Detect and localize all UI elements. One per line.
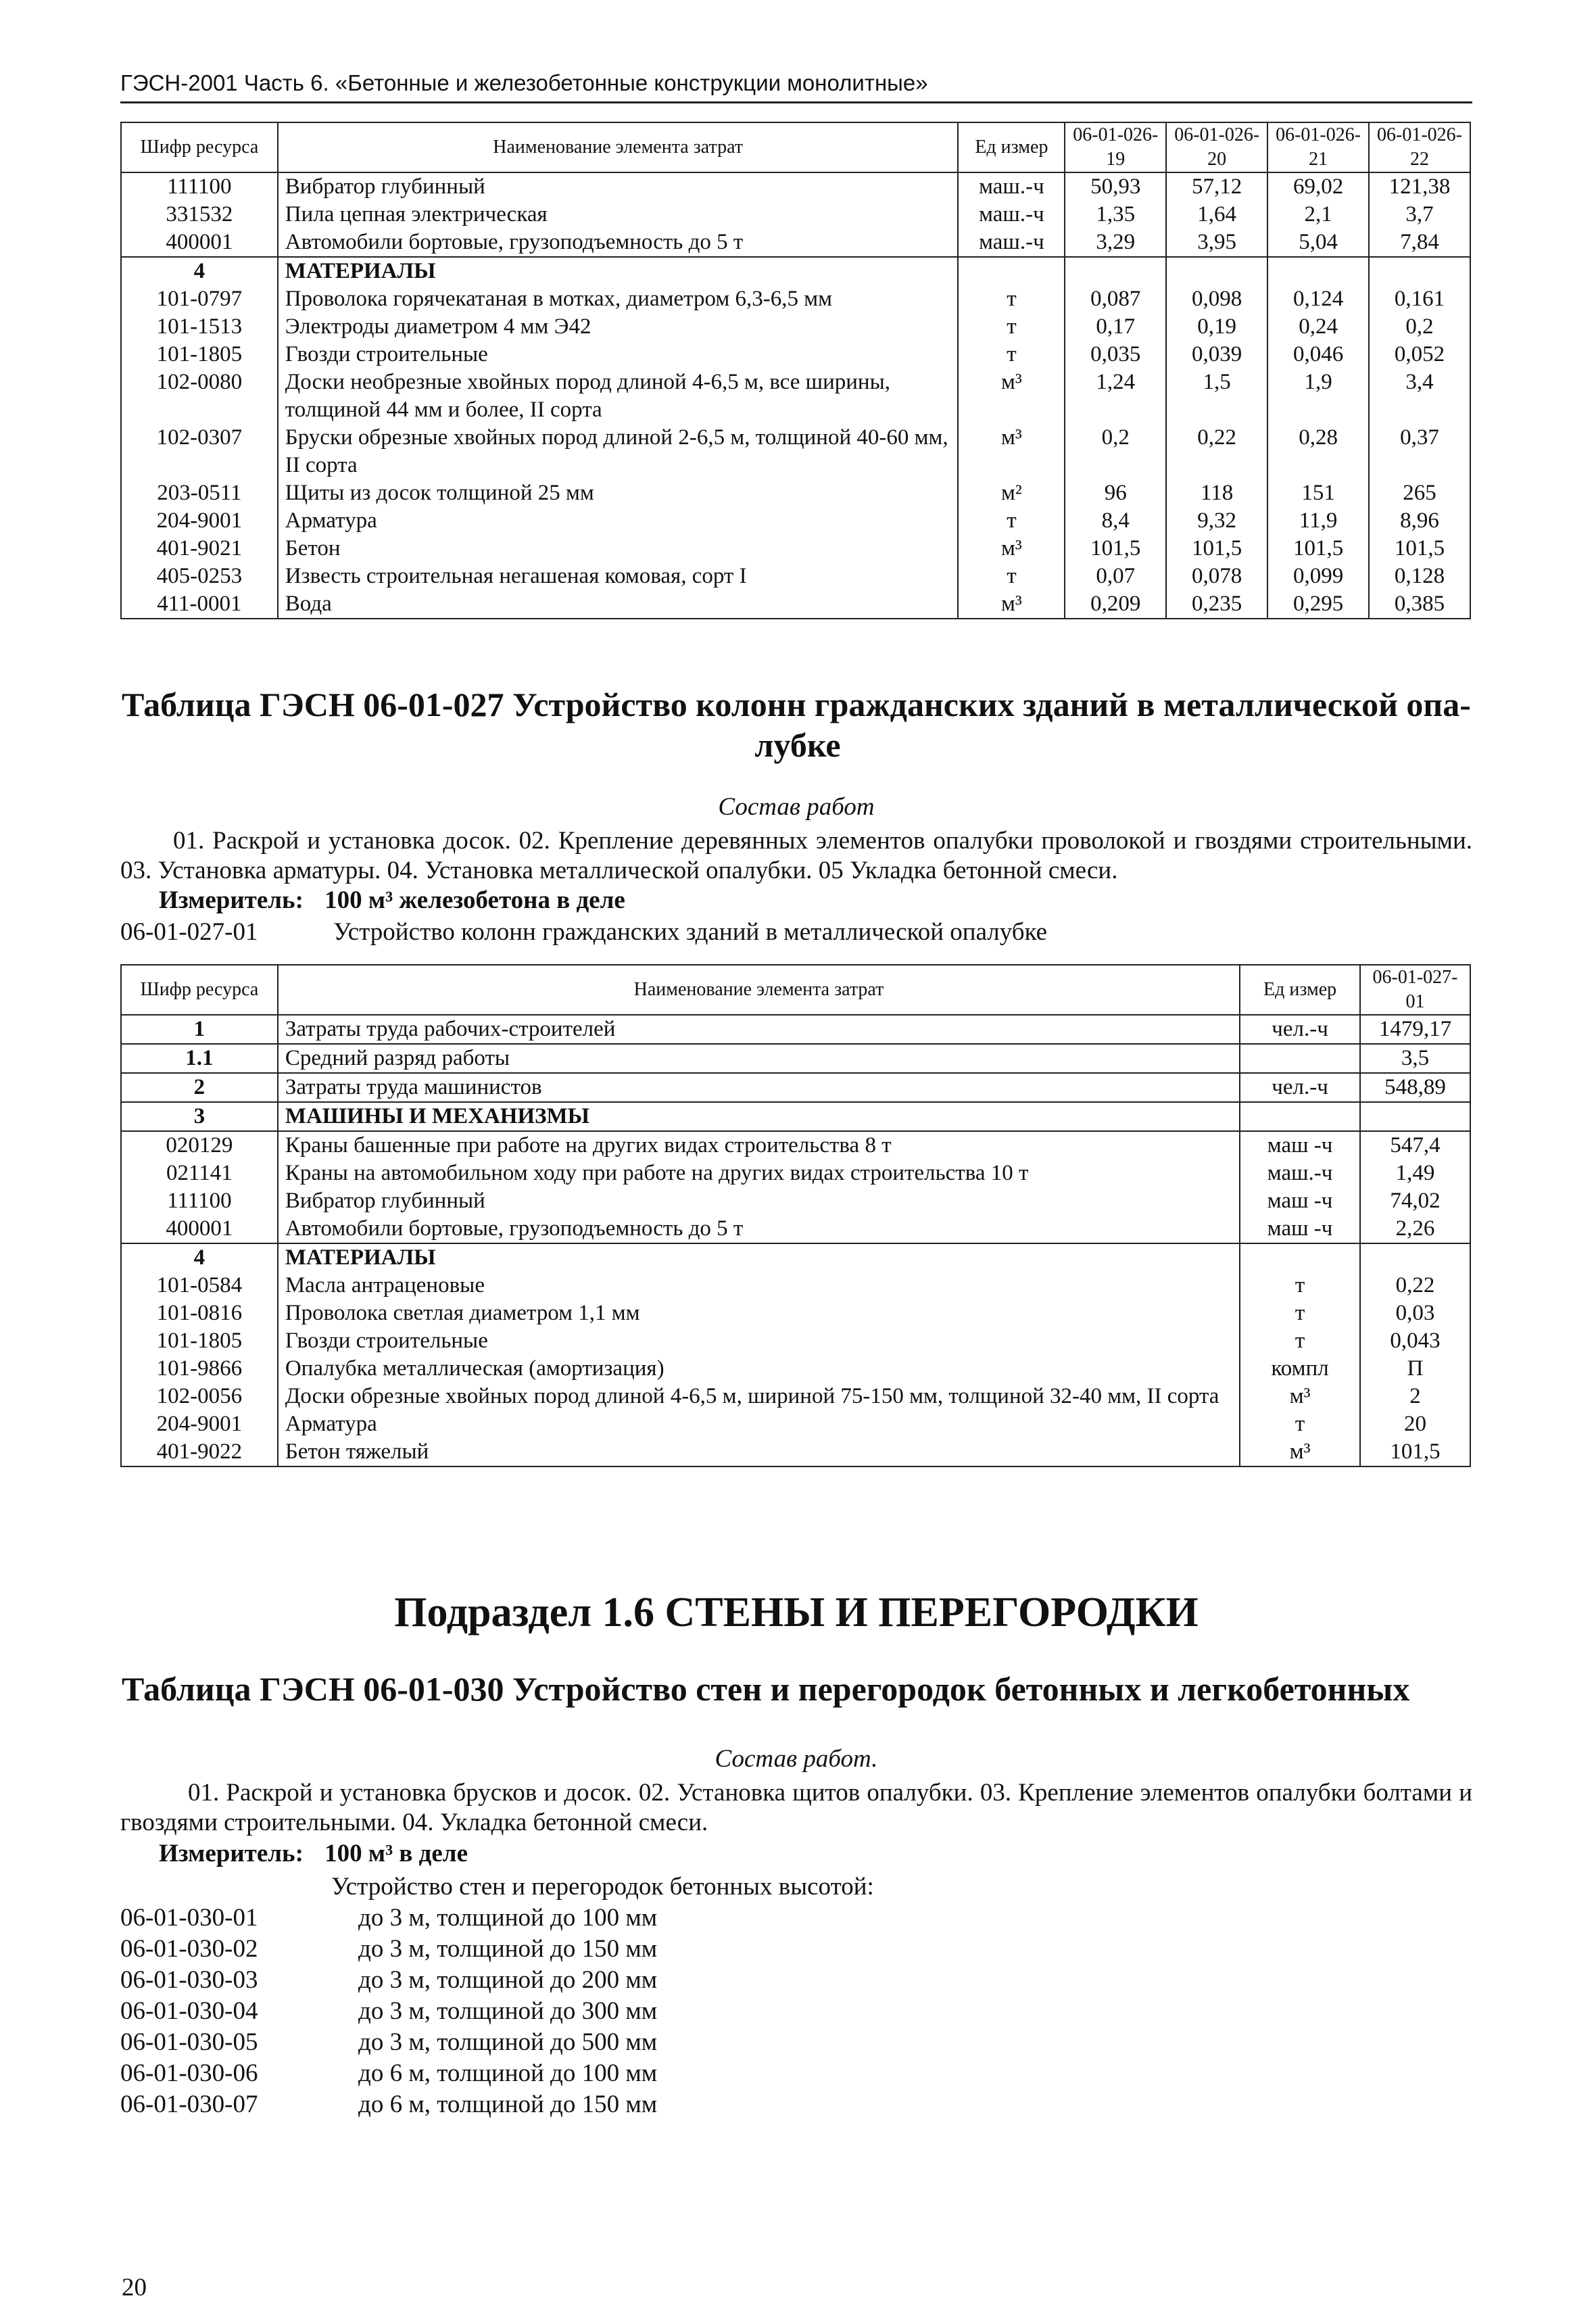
norm-value: 0,22 xyxy=(1360,1272,1470,1299)
item-code-list xyxy=(120,1903,657,2120)
resource-name: Гвозди строительные xyxy=(278,1327,1240,1355)
unit-cell: т xyxy=(958,285,1065,313)
meter-line xyxy=(159,886,625,915)
norm-value: 0,37 xyxy=(1369,424,1470,479)
unit-cell: маш.-ч xyxy=(1240,1160,1360,1187)
norm-value: 0,052 xyxy=(1369,341,1470,368)
list-item xyxy=(120,2089,657,2120)
norm-value: 0,24 xyxy=(1267,313,1369,341)
norm-value: 0,128 xyxy=(1369,563,1470,590)
col-header-code: Шифр ресурса xyxy=(121,122,278,172)
norm-value: 0,235 xyxy=(1166,590,1267,619)
resource-code: 3 xyxy=(121,1102,278,1131)
col-header-unit: Ед измер xyxy=(958,122,1065,172)
works-text: 01. Раскрой и установка брусков и досок. 02. Установка щитов опалубки. 03. Крепление элементов опалубки болтами и гвоздями строительными. 04. Укладка бетонной смеси. xyxy=(120,1779,1472,1836)
norm-value: 0,046 xyxy=(1267,341,1369,368)
resource-code: 204-9001 xyxy=(121,1410,278,1438)
table-row xyxy=(121,1355,1470,1383)
unit-cell: м³ xyxy=(958,368,1065,424)
works-heading: Состав работ xyxy=(718,793,875,821)
norm-value xyxy=(1369,257,1470,285)
norm-value: 0,2 xyxy=(1065,424,1166,479)
unit-cell: маш -ч xyxy=(1240,1187,1360,1215)
item-text: до 6 м, толщиной до 150 мм xyxy=(358,2091,658,2118)
col-header-norm: 06-01-026-22 xyxy=(1369,122,1470,172)
resource-code: 400001 xyxy=(121,229,278,257)
table-row xyxy=(121,1044,1470,1073)
resource-code: 4 xyxy=(121,1243,278,1272)
norm-value: 1,9 xyxy=(1267,368,1369,424)
resource-name: Щиты из досок толщиной 25 мм xyxy=(278,479,959,507)
table-row xyxy=(121,590,1470,619)
table-row xyxy=(121,1327,1470,1355)
col-header-norm: 06-01-026-21 xyxy=(1267,122,1369,172)
resource-code: 331532 xyxy=(121,201,278,229)
resource-code: 101-0584 xyxy=(121,1272,278,1299)
norm-value: 57,12 xyxy=(1166,172,1267,201)
resource-name: Вибратор глубинный xyxy=(278,172,959,201)
resource-code: 101-0816 xyxy=(121,1299,278,1327)
list-item xyxy=(120,1965,657,1996)
resource-name: Арматура xyxy=(278,1410,1240,1438)
resource-name: Вибратор глубинный xyxy=(278,1187,1240,1215)
norm-value: 0,03 xyxy=(1360,1299,1470,1327)
resource-name: Бетон xyxy=(278,535,959,563)
resource-code: 101-1805 xyxy=(121,341,278,368)
col-header-norm: 06-01-026-19 xyxy=(1065,122,1166,172)
item-code: 06-01-030-01 xyxy=(120,1904,258,1932)
table-row xyxy=(121,201,1470,229)
resource-name: Затраты труда рабочих-строителей xyxy=(278,1015,1240,1044)
table-row xyxy=(121,285,1470,313)
col-header-norm: 06-01-027-01 xyxy=(1360,965,1470,1015)
resource-name: Краны на автомобильном ходу при работе на других видах строительства 10 т xyxy=(278,1160,1240,1187)
item-name: Устройство колонн гражданских зданий в металлической опалубке xyxy=(333,918,1048,946)
norm-value xyxy=(1360,1243,1470,1272)
norm-value: 0,098 xyxy=(1166,285,1267,313)
norm-value: 121,38 xyxy=(1369,172,1470,201)
unit-cell: м³ xyxy=(958,590,1065,619)
item-code: 06-01-027-01 xyxy=(120,918,258,946)
norm-value: 0,124 xyxy=(1267,285,1369,313)
norm-value: 548,89 xyxy=(1360,1073,1470,1102)
meter-line xyxy=(159,1839,468,1868)
table-row xyxy=(121,1187,1470,1215)
table-row xyxy=(121,535,1470,563)
norm-value: 3,4 xyxy=(1369,368,1470,424)
resource-code: 411-0001 xyxy=(121,590,278,619)
norm-value: 2,1 xyxy=(1267,201,1369,229)
table-header-row xyxy=(121,965,1470,1015)
unit-cell: чел.-ч xyxy=(1240,1015,1360,1044)
resource-name: МАШИНЫ И МЕХАНИЗМЫ xyxy=(278,1102,1240,1131)
norm-value: 3,29 xyxy=(1065,229,1166,257)
resource-code: 101-0797 xyxy=(121,285,278,313)
unit-cell xyxy=(1240,1102,1360,1131)
table-row xyxy=(121,1383,1470,1410)
norm-value: 1,64 xyxy=(1166,201,1267,229)
table-row xyxy=(121,1243,1470,1272)
works-text: 01. Раскрой и установка досок. 02. Крепление деревянных элементов опалубки проволокой и гвоздями строительными. 03. Установка арматуры. 04. Установка металлической опалубки. 05 Укладка бетонной смеси. xyxy=(120,827,1472,884)
norm-value: 547,4 xyxy=(1360,1131,1470,1160)
table-row xyxy=(121,1215,1470,1243)
page-number: 20 xyxy=(122,2274,147,2301)
norm-value: 1,24 xyxy=(1065,368,1166,424)
table-title-027 xyxy=(122,684,1474,765)
col-header-unit: Ед измер xyxy=(1240,965,1360,1015)
item-code: 06-01-030-07 xyxy=(120,2091,258,2118)
unit-cell: т xyxy=(1240,1299,1360,1327)
norm-value: 8,96 xyxy=(1369,507,1470,535)
resource-code: 203-0511 xyxy=(121,479,278,507)
table-row xyxy=(121,368,1470,424)
resource-name: МАТЕРИАЛЫ xyxy=(278,257,959,285)
resource-code: 021141 xyxy=(121,1160,278,1187)
table-row xyxy=(121,1272,1470,1299)
norm-value: 1479,17 xyxy=(1360,1015,1470,1044)
norm-value: 101,5 xyxy=(1065,535,1166,563)
norm-value: 0,385 xyxy=(1369,590,1470,619)
norm-value xyxy=(1267,257,1369,285)
resource-code: 101-1513 xyxy=(121,313,278,341)
table-title-030: Таблица ГЭСН 06-01-030 Устройство стен и перегородок бетонных и легкобетонных xyxy=(122,1670,1410,1708)
resource-name: Известь строительная негашеная комовая, сорт I xyxy=(278,563,959,590)
col-header-name: Наименование элемента затрат xyxy=(278,965,1240,1015)
resource-code: 102-0080 xyxy=(121,368,278,424)
list-item xyxy=(120,2058,657,2089)
norm-value: 2,26 xyxy=(1360,1215,1470,1243)
unit-cell: м² xyxy=(958,479,1065,507)
works-heading: Состав работ. xyxy=(715,1745,878,1773)
table-row xyxy=(121,1073,1470,1102)
resource-table-026 xyxy=(120,122,1471,619)
norm-value: 69,02 xyxy=(1267,172,1369,201)
norm-value: 0,099 xyxy=(1267,563,1369,590)
subsection-title: Подраздел 1.6 СТЕНЫ И ПЕРЕГОРОДКИ xyxy=(394,1590,1199,1636)
resource-name: МАТЕРИАЛЫ xyxy=(278,1243,1240,1272)
norm-value: 0,087 xyxy=(1065,285,1166,313)
resource-code: 102-0307 xyxy=(121,424,278,479)
norm-value: 0,19 xyxy=(1166,313,1267,341)
norm-value: 1,35 xyxy=(1065,201,1166,229)
norm-value: 0,28 xyxy=(1267,424,1369,479)
resource-name: Пила цепная электрическая xyxy=(278,201,959,229)
resource-name: Проволока горячекатаная в мотках, диаметром 6,3-6,5 мм xyxy=(278,285,959,313)
meter-label: Измеритель: xyxy=(159,886,304,914)
unit-cell: чел.-ч xyxy=(1240,1073,1360,1102)
table-title-line: Таблица ГЭСН 06-01-027 Устройство колонн гражданских зданий в металлической опа- xyxy=(122,686,1471,723)
resource-name: Автомобили бортовые, грузоподъемность до 5 т xyxy=(278,229,959,257)
table-row xyxy=(121,479,1470,507)
resource-code: 204-9001 xyxy=(121,507,278,535)
resource-name: Средний разряд работы xyxy=(278,1044,1240,1073)
item-code: 06-01-030-06 xyxy=(120,2059,258,2087)
unit-cell: маш -ч xyxy=(1240,1215,1360,1243)
resource-name: Доски необрезные хвойных пород длиной 4-6,5 м, все ширины, толщиной 44 мм и более, II сорта xyxy=(278,368,959,424)
table-row xyxy=(121,257,1470,285)
resource-name: Доски обрезные хвойных пород длиной 4-6,5 м, шириной 75-150 мм, толщиной 32-40 мм, II сорта xyxy=(278,1383,1240,1410)
table-row xyxy=(121,1102,1470,1131)
resource-name: Опалубка металлическая (амортизация) xyxy=(278,1355,1240,1383)
meter-value: 100 м³ железобетона в деле xyxy=(324,886,625,914)
table-header-row xyxy=(121,122,1470,172)
norm-value: 0,078 xyxy=(1166,563,1267,590)
table-row xyxy=(121,563,1470,590)
table-row xyxy=(121,341,1470,368)
resource-code: 101-9866 xyxy=(121,1355,278,1383)
table-body xyxy=(121,172,1470,619)
list-item xyxy=(120,1903,657,1934)
table-row xyxy=(121,1131,1470,1160)
norm-value: 0,22 xyxy=(1166,424,1267,479)
norm-value: 151 xyxy=(1267,479,1369,507)
resource-code: 111100 xyxy=(121,172,278,201)
unit-cell xyxy=(1240,1243,1360,1272)
resource-code: 111100 xyxy=(121,1187,278,1215)
item-text: до 3 м, толщиной до 300 мм xyxy=(358,1997,658,2025)
norm-value: 3,7 xyxy=(1369,201,1470,229)
resource-code: 400001 xyxy=(121,1215,278,1243)
unit-cell xyxy=(1240,1044,1360,1073)
list-item xyxy=(120,1996,657,2027)
item-code: 06-01-030-04 xyxy=(120,1997,258,2025)
item-text: до 6 м, толщиной до 100 мм xyxy=(358,2059,658,2087)
norm-value: 96 xyxy=(1065,479,1166,507)
norm-value: 0,07 xyxy=(1065,563,1166,590)
norm-value: 3,95 xyxy=(1166,229,1267,257)
unit-cell: м³ xyxy=(958,535,1065,563)
norm-value: П xyxy=(1360,1355,1470,1383)
unit-cell: т xyxy=(958,313,1065,341)
resource-code: 101-1805 xyxy=(121,1327,278,1355)
norm-value: 9,32 xyxy=(1166,507,1267,535)
norm-value: 5,04 xyxy=(1267,229,1369,257)
resource-code: 401-9021 xyxy=(121,535,278,563)
norm-value: 265 xyxy=(1369,479,1470,507)
norm-value: 0,043 xyxy=(1360,1327,1470,1355)
table-row xyxy=(121,1160,1470,1187)
norm-value xyxy=(1065,257,1166,285)
norm-value: 0,295 xyxy=(1267,590,1369,619)
norm-value: 101,5 xyxy=(1166,535,1267,563)
resource-name: Проволока светлая диаметром 1,1 мм xyxy=(278,1299,1240,1327)
unit-cell: маш.-ч xyxy=(958,229,1065,257)
meter-label: Измеритель: xyxy=(159,1840,304,1867)
unit-cell: т xyxy=(958,563,1065,590)
unit-cell: т xyxy=(1240,1327,1360,1355)
table-row xyxy=(121,313,1470,341)
norm-value: 0,039 xyxy=(1166,341,1267,368)
norm-value: 74,02 xyxy=(1360,1187,1470,1215)
resource-code: 102-0056 xyxy=(121,1383,278,1410)
unit-cell: м³ xyxy=(958,424,1065,479)
resource-name: Затраты труда машинистов xyxy=(278,1073,1240,1102)
norm-value: 0,2 xyxy=(1369,313,1470,341)
table-row xyxy=(121,1438,1470,1466)
norm-value: 101,5 xyxy=(1360,1438,1470,1466)
norm-value: 118 xyxy=(1166,479,1267,507)
item-text: до 3 м, толщиной до 500 мм xyxy=(358,2028,658,2056)
norm-value xyxy=(1360,1102,1470,1131)
unit-cell: м³ xyxy=(1240,1438,1360,1466)
unit-cell: маш.-ч xyxy=(958,201,1065,229)
norm-value: 11,9 xyxy=(1267,507,1369,535)
resource-name: Бетон тяжелый xyxy=(278,1438,1240,1466)
item-code: 06-01-030-03 xyxy=(120,1966,258,1994)
unit-cell: м³ xyxy=(1240,1383,1360,1410)
norm-value: 2 xyxy=(1360,1383,1470,1410)
table-row xyxy=(121,229,1470,257)
item-code-row xyxy=(120,917,1047,948)
resource-name: Гвозди строительные xyxy=(278,341,959,368)
resource-code: 1 xyxy=(121,1015,278,1044)
table-row xyxy=(121,172,1470,201)
item-code: 06-01-030-05 xyxy=(120,2028,258,2056)
item-text: до 3 м, толщиной до 150 мм xyxy=(358,1935,658,1963)
items-intro: Устройство стен и перегородок бетонных высотой: xyxy=(331,1873,874,1901)
resource-code: 020129 xyxy=(121,1131,278,1160)
norm-value xyxy=(1166,257,1267,285)
resource-name: Бруски обрезные хвойных пород длиной 2-6,5 м, толщиной 40-60 мм, II сорта xyxy=(278,424,959,479)
norm-value: 101,5 xyxy=(1267,535,1369,563)
item-code: 06-01-030-02 xyxy=(120,1935,258,1963)
unit-cell: т xyxy=(1240,1272,1360,1299)
resource-code: 401-9022 xyxy=(121,1438,278,1466)
unit-cell: т xyxy=(958,341,1065,368)
unit-cell xyxy=(958,257,1065,285)
table-row xyxy=(121,507,1470,535)
unit-cell: компл xyxy=(1240,1355,1360,1383)
table-row xyxy=(121,1410,1470,1438)
resource-code: 4 xyxy=(121,257,278,285)
table-body xyxy=(121,1015,1470,1466)
norm-value: 0,17 xyxy=(1065,313,1166,341)
norm-value: 3,5 xyxy=(1360,1044,1470,1073)
item-text: до 3 м, толщиной до 200 мм xyxy=(358,1966,658,1994)
resource-name: Краны башенные при работе на других видах строительства 8 т xyxy=(278,1131,1240,1160)
norm-value: 8,4 xyxy=(1065,507,1166,535)
running-head: ГЭСН-2001 Часть 6. «Бетонные и железобетонные конструкции монолитные» xyxy=(120,70,1472,103)
norm-value: 1,49 xyxy=(1360,1160,1470,1187)
unit-cell: маш -ч xyxy=(1240,1131,1360,1160)
norm-value: 1,5 xyxy=(1166,368,1267,424)
col-header-code: Шифр ресурса xyxy=(121,965,278,1015)
norm-value: 20 xyxy=(1360,1410,1470,1438)
item-text: до 3 м, толщиной до 100 мм xyxy=(358,1904,658,1932)
resource-table-027 xyxy=(120,964,1471,1467)
resource-name: Электроды диаметром 4 мм Э42 xyxy=(278,313,959,341)
resource-name: Вода xyxy=(278,590,959,619)
norm-value: 7,84 xyxy=(1369,229,1470,257)
list-item xyxy=(120,1934,657,1965)
resource-name: Арматура xyxy=(278,507,959,535)
norm-value: 0,035 xyxy=(1065,341,1166,368)
table-title-line: лубке xyxy=(754,726,841,764)
table-row xyxy=(121,1015,1470,1044)
resource-code: 405-0253 xyxy=(121,563,278,590)
col-header-name: Наименование элемента затрат xyxy=(278,122,959,172)
norm-value: 50,93 xyxy=(1065,172,1166,201)
table-row xyxy=(121,1299,1470,1327)
unit-cell: маш.-ч xyxy=(958,172,1065,201)
unit-cell: т xyxy=(1240,1410,1360,1438)
table-row xyxy=(121,424,1470,479)
norm-value: 0,209 xyxy=(1065,590,1166,619)
list-item xyxy=(120,2027,657,2058)
meter-value: 100 м³ в деле xyxy=(324,1840,468,1867)
norm-value: 101,5 xyxy=(1369,535,1470,563)
resource-code: 1.1 xyxy=(121,1044,278,1073)
resource-name: Автомобили бортовые, грузоподъемность до 5 т xyxy=(278,1215,1240,1243)
resource-name: Масла антраценовые xyxy=(278,1272,1240,1299)
norm-value: 0,161 xyxy=(1369,285,1470,313)
resource-code: 2 xyxy=(121,1073,278,1102)
unit-cell: т xyxy=(958,507,1065,535)
col-header-norm: 06-01-026-20 xyxy=(1166,122,1267,172)
